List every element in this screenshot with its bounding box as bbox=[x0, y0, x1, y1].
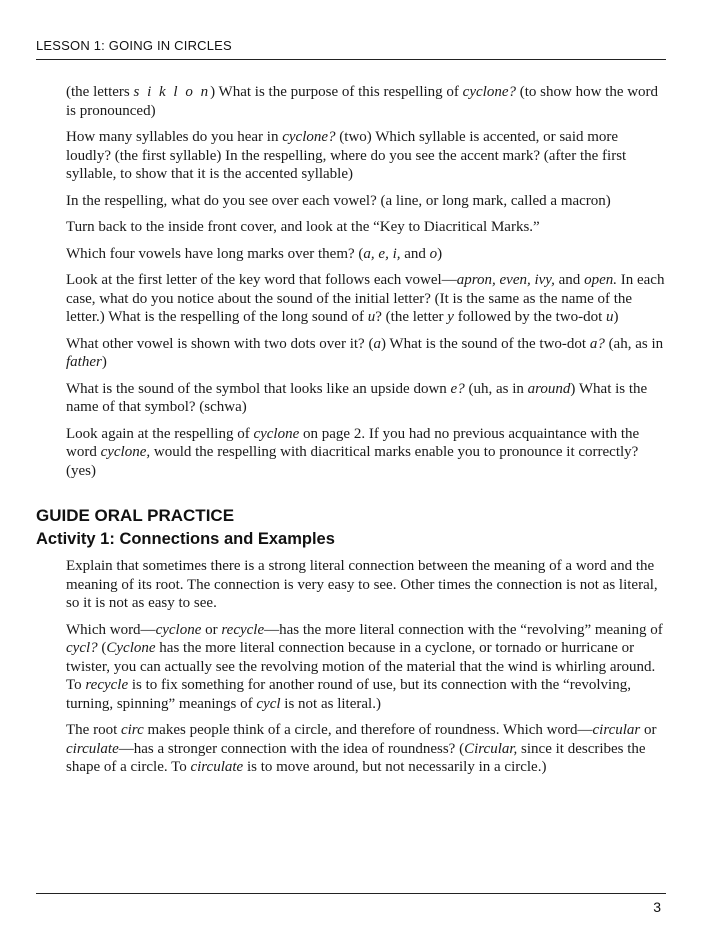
paragraph-circ-root: The root circ makes people think of a circle, and therefore of roundness. Which word—circular or circulate—has a stronger connection with the idea of roundness? (Circular, since it describes the shape of a circle. To circulate is to move around, but not necessarily in a circle.) bbox=[66, 722, 657, 775]
page-body bbox=[36, 83, 666, 785]
running-header: LESSON 1: GOING IN CIRCLES bbox=[36, 38, 232, 53]
paragraph-two-dot-vowel: What other vowel is shown with two dots over it? (a) What is the sound of the two-dot a? (ah, as in father) bbox=[66, 335, 664, 370]
paragraph-long-vowels: Which four vowels have long marks over them? (a, e, i, and o) bbox=[66, 245, 443, 262]
paragraph-schwa: What is the sound of the symbol that looks like an upside down e? (uh, as in around) What is the name of that symbol? (schwa) bbox=[66, 380, 648, 415]
paragraph-respelling-page2: Look again at the respelling of cyclone on page 2. If you had no previous acquaintance with the word cyclone, would the respelling with diacritical marks enable you to pronounce it correctly? (yes) bbox=[66, 425, 640, 479]
paragraph-respelling-purpose: (the letters s i k l o n) What is the purpose of this respelling of cyclone? (to show how the word is pronounced) bbox=[66, 84, 659, 119]
page-number: 3 bbox=[653, 899, 661, 915]
footer-rule bbox=[36, 893, 666, 894]
header-rule bbox=[36, 59, 666, 60]
paragraph-literal-connection: Explain that sometimes there is a strong literal connection between the meaning of a word and the meaning of its root. The connection is very easy to see. Other times the connection is not as literal, so it is not as easy to see. bbox=[66, 558, 658, 611]
activity-heading: Activity 1: Connections and Examples bbox=[36, 530, 335, 548]
paragraph-key-words: Look at the first letter of the key word that follows each vowel—apron, even, ivy, and open. In each case, what do you notice about the sound of the initial letter? (It is the same as the name of the letter.) What is the respelling of the long sound of u? (the letter y followed by the two-dot u) bbox=[66, 272, 665, 325]
paragraph-key-diacritical: Turn back to the inside front cover, and look at the “Key to Diacritical Marks.” bbox=[66, 219, 540, 235]
paragraph-cyclone-recycle: Which word—cyclone or recycle—has the more literal connection with the “revolving” meaning of cycl? (Cyclone has the more literal connection because in a cyclone, or tornado or hurricane or twister, you can actually see the revolving motion of the material that the wind is whirling around. To recycle is to fix something for another round of use, but its connection with the “revolving, turning, spinning” meanings of cycl is not as literal.) bbox=[66, 621, 663, 712]
paragraph-syllables: How many syllables do you hear in cyclone? (two) Which syllable is accented, or said more loudly? (the first syllable) In the respelling, where do you see the accent mark? (after the first syllable, to show that it is the accented syllable) bbox=[66, 129, 627, 182]
section-heading: GUIDE ORAL PRACTICE bbox=[36, 506, 235, 525]
paragraph-macron: In the respelling, what do you see over each vowel? (a line, or long mark, called a macron) bbox=[66, 192, 611, 209]
